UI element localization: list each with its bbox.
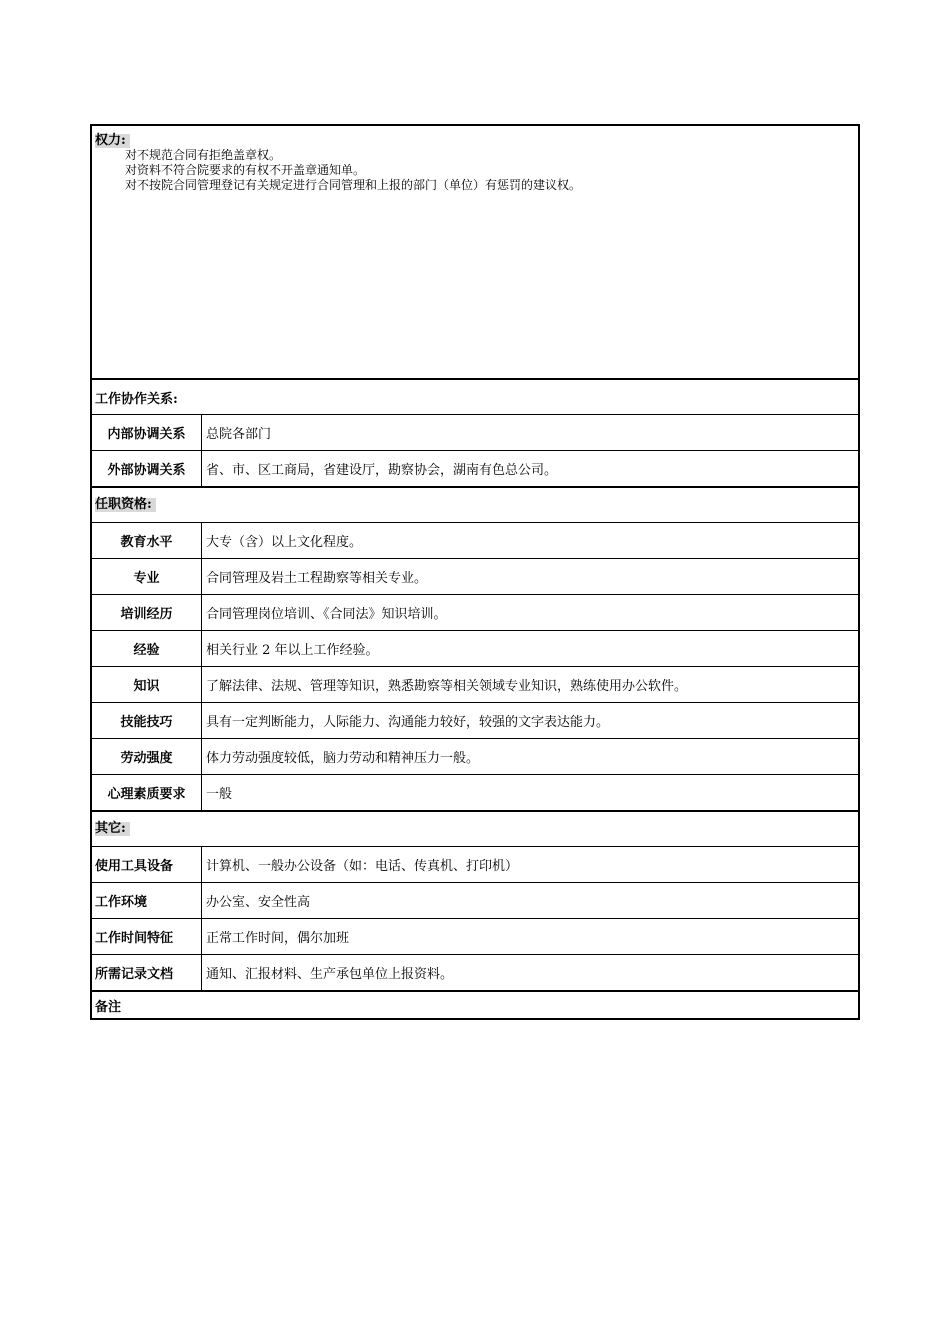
table-row bbox=[92, 630, 858, 666]
remarks-title: 备注 bbox=[95, 999, 122, 1015]
power-section bbox=[92, 126, 858, 378]
qualification-section bbox=[92, 486, 858, 810]
row-value: 计算机、一般办公设备（如：电话、传真机、打印机） bbox=[206, 859, 519, 874]
table-row bbox=[92, 450, 858, 486]
row-value: 正常工作时间，偶尔加班 bbox=[206, 931, 350, 946]
row-label: 心理素质要求 bbox=[92, 775, 202, 810]
row-label: 工作环境 bbox=[92, 883, 202, 918]
row-label: 专业 bbox=[92, 559, 202, 594]
row-value: 大专（含）以上文化程度。 bbox=[206, 535, 363, 550]
other-header bbox=[92, 812, 858, 846]
cooperation-section bbox=[92, 378, 858, 486]
table-row bbox=[92, 738, 858, 774]
row-value: 通知、汇报材料、生产承包单位上报资料。 bbox=[206, 967, 454, 982]
power-item: 对不按院合同管理登记有关规定进行合同管理和上报的部门（单位）有惩罚的建议权。 bbox=[125, 178, 582, 192]
row-value: 相关行业 2 年以上工作经验。 bbox=[206, 643, 379, 658]
row-label: 劳动强度 bbox=[92, 739, 202, 774]
remarks-section bbox=[92, 990, 858, 1018]
row-label: 教育水平 bbox=[92, 523, 202, 558]
table-row bbox=[92, 414, 858, 450]
row-label: 经验 bbox=[92, 631, 202, 666]
row-label: 技能技巧 bbox=[92, 703, 202, 738]
row-value: 体力劳动强度较低，脑力劳动和精神压力一般。 bbox=[206, 751, 480, 766]
row-label: 使用工具设备 bbox=[92, 847, 202, 882]
row-value: 合同管理及岩土工程勘察等相关专业。 bbox=[206, 571, 428, 586]
table-row bbox=[92, 918, 858, 954]
row-value: 了解法律、法规、管理等知识，熟悉勘察等相关领域专业知识，熟练使用办公软件。 bbox=[206, 679, 688, 694]
table-row bbox=[92, 846, 858, 882]
power-title: 权力: bbox=[95, 134, 130, 148]
row-value: 合同管理岗位培训、《合同法》知识培训。 bbox=[206, 607, 447, 622]
table-row bbox=[92, 558, 858, 594]
row-label: 工作时间特征 bbox=[92, 919, 202, 954]
qualification-header bbox=[92, 488, 858, 522]
power-item: 对资料不符合院要求的有权不开盖章通知单。 bbox=[125, 163, 366, 177]
cooperation-header bbox=[92, 380, 858, 414]
row-value: 具有一定判断能力，人际能力、沟通能力较好，较强的文字表达能力。 bbox=[206, 715, 610, 730]
row-label: 培训经历 bbox=[92, 595, 202, 630]
row-label: 内部协调关系 bbox=[92, 415, 202, 450]
table-row bbox=[92, 666, 858, 702]
power-item: 对不规范合同有拒绝盖章权。 bbox=[125, 148, 282, 162]
qualification-title: 任职资格: bbox=[95, 498, 156, 512]
row-value: 一般 bbox=[206, 787, 233, 802]
other-section bbox=[92, 810, 858, 990]
row-label: 外部协调关系 bbox=[92, 451, 202, 486]
other-title: 其它: bbox=[95, 822, 130, 836]
table-row bbox=[92, 882, 858, 918]
job-description-table bbox=[90, 124, 860, 1020]
table-row bbox=[92, 702, 858, 738]
table-row bbox=[92, 954, 858, 990]
table-row bbox=[92, 594, 858, 630]
table-row bbox=[92, 774, 858, 810]
row-value: 省、市、区工商局，省建设厅，勘察协会，湖南有色总公司。 bbox=[206, 463, 558, 478]
table-row bbox=[92, 522, 858, 558]
row-label: 知识 bbox=[92, 667, 202, 702]
cooperation-title: 工作协作关系: bbox=[95, 391, 178, 407]
row-label: 所需记录文档 bbox=[92, 955, 202, 990]
row-value: 办公室、安全性高 bbox=[206, 895, 311, 910]
row-value: 总院各部门 bbox=[206, 427, 272, 442]
